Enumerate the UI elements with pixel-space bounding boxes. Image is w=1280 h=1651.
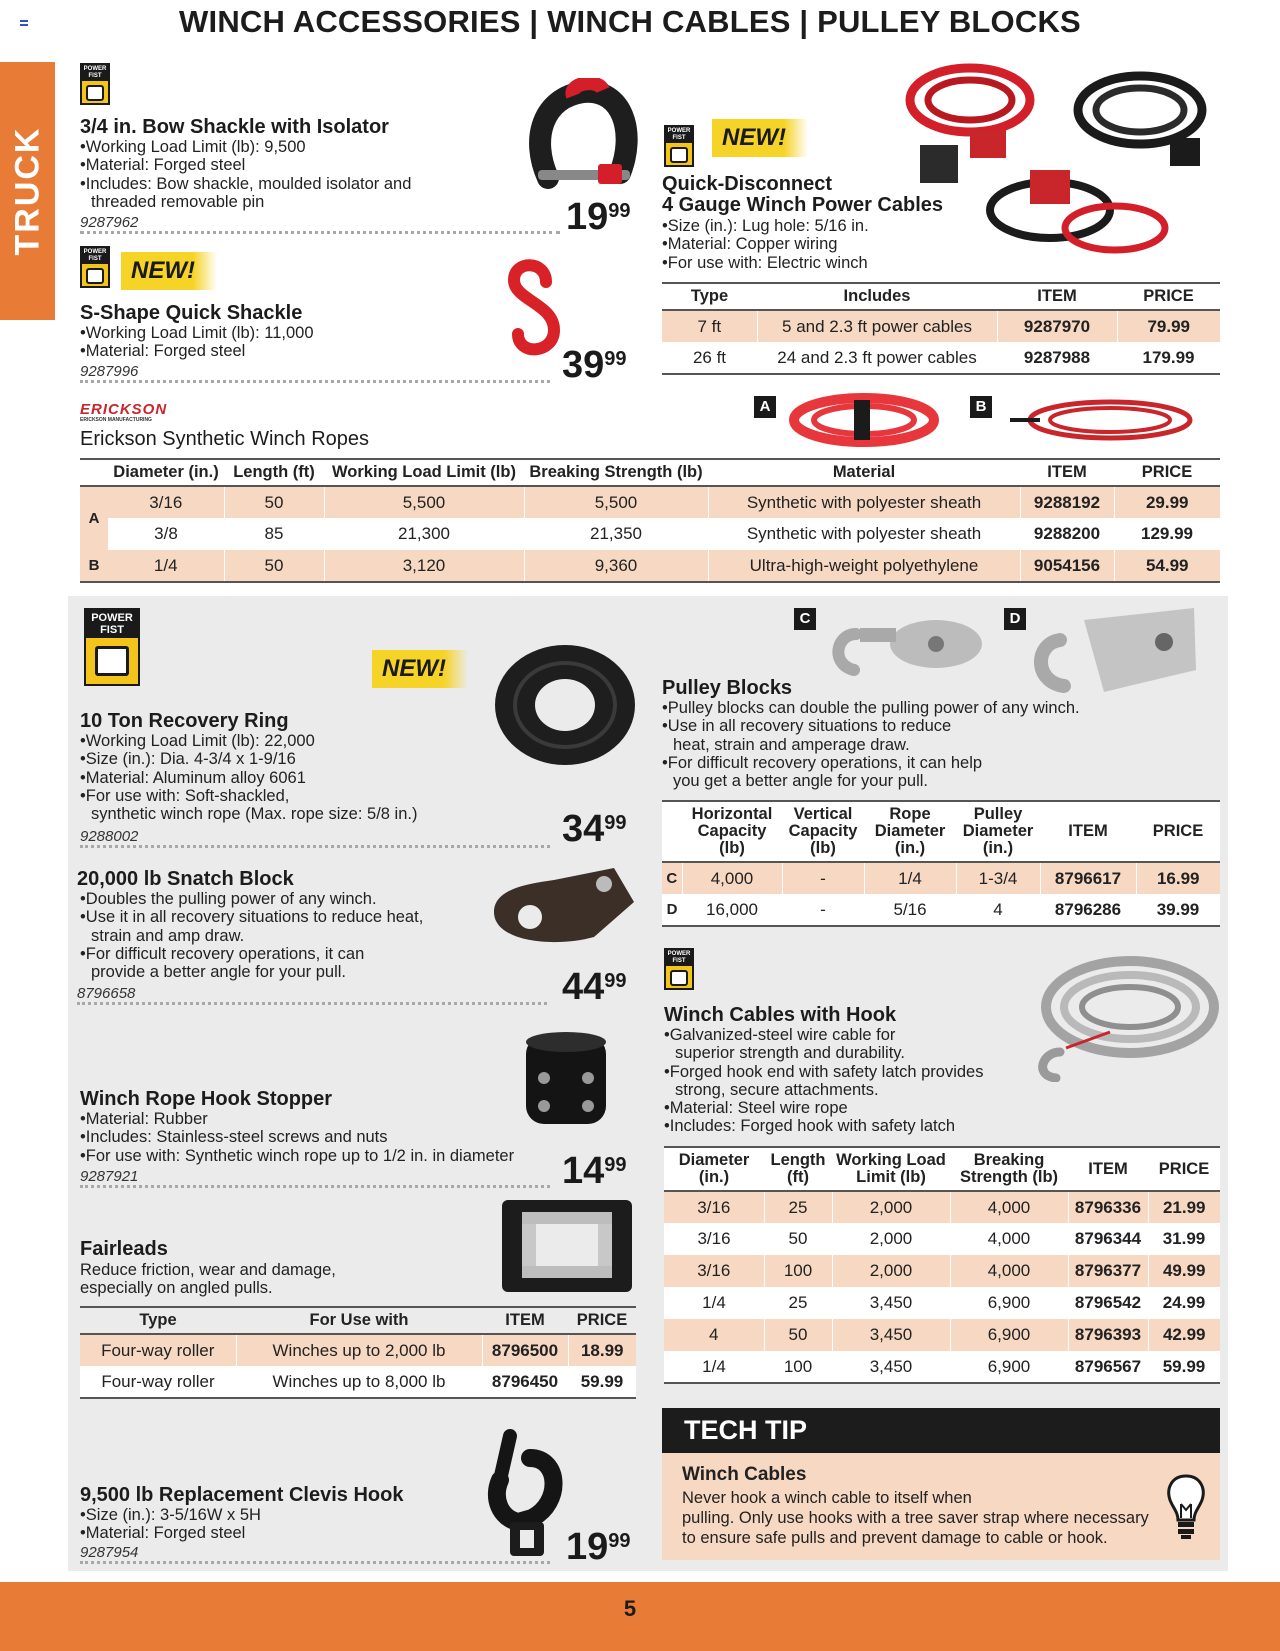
table-row: 1/4 100 3,450 6,900 8796567 59.99: [664, 1351, 1220, 1383]
erickson-logo: ERICKSON ERICKSON MANUFACTURING: [80, 401, 168, 423]
product-features: • Pulley blocks can double the pulling power of any winch. • Use in all recovery situations to reduce heat, strain and amperage draw. • For difficult recovery operations, it can help you get a better angle for your pull.: [662, 699, 1080, 790]
product-title: Pulley Blocks: [662, 677, 793, 699]
fist-icon: [670, 147, 688, 163]
page-title: WINCH ACCESSORIES | WINCH CABLES | PULLEY BLOCKS: [179, 4, 1081, 39]
sku-leader: [77, 985, 547, 1005]
variant-tag-c: C: [794, 608, 816, 630]
product-features: • Size (in.): Lug hole: 5/16 in. • Material: Copper wiring • For use with: Electric winch: [662, 217, 869, 272]
power-fist-logo: POWER FIST: [664, 948, 694, 990]
fairleads-table: Type For Use with ITEM PRICE Four-way roller Winches up to 2,000 lb 8796500 18.99 Four-way roller Winches up to 8,000 lb 8796450 59.99: [80, 1306, 636, 1399]
hook-stopper-image: [522, 1030, 612, 1130]
sku-leader: [80, 214, 560, 234]
table-row: 7 ft 5 and 2.3 ft power cables 9287970 79.99: [662, 310, 1220, 342]
new-badge: NEW!: [372, 650, 468, 688]
pulley-blocks-table: Horizontal Capacity (lb) Vertical Capacity (lb) Rope Diameter (in.) Pulley Diameter (in.) ITEM PRICE C 4,000 - 1/4 1-3/4 8796617 16.99 D 16,000 - 5/16 4 8796286 39.99: [662, 800, 1220, 927]
sku-leader: [80, 1544, 550, 1564]
product-title: 3/4 in. Bow Shackle with Isolator: [80, 116, 389, 138]
fist-icon: [670, 970, 688, 986]
table-row: A 3/16 50 5,500 5,500 Synthetic with polyester sheath 9288192 29.99: [80, 486, 1220, 518]
fist-icon: [95, 646, 129, 676]
s-shackle-image: [504, 252, 564, 362]
lightbulb-icon: [1164, 1472, 1208, 1542]
product-title: Winch Cables with Hook: [664, 1004, 897, 1026]
table-row: 3/16 25 2,000 4,000 8796336 21.99: [664, 1191, 1220, 1223]
sku-number: 9287996: [80, 363, 142, 380]
table-row: Four-way roller Winches up to 8,000 lb 8796450 59.99: [80, 1366, 636, 1398]
sku-leader: [80, 363, 550, 383]
product-description: Reduce friction, wear and damage, especially on angled pulls.: [80, 1261, 336, 1298]
new-badge: NEW!: [121, 252, 217, 290]
bow-shackle-image: [528, 78, 638, 193]
table-row: C 4,000 - 1/4 1-3/4 8796617 16.99: [662, 862, 1220, 894]
pulley-block-c-image: [816, 604, 986, 684]
winch-cable-image: [1020, 952, 1220, 1082]
tech-tip-text: Never hook a winch cable to itself when pulling. Only use hooks with a tree saver strap where necessary to ensure safe pulls and prevent damage to cable or hook.: [682, 1489, 1149, 1547]
product-title: Fairleads: [80, 1238, 168, 1260]
tech-tip-box: [662, 1408, 1220, 1560]
section-tab-label: TRUCK: [8, 126, 46, 256]
power-fist-logo: POWER FIST: [664, 125, 694, 167]
product-title: Erickson Synthetic Winch Ropes: [80, 428, 370, 450]
tech-tip-heading: TECH TIP: [662, 1408, 1220, 1453]
product-features: • Working Load Limit (lb): 22,000 • Size (in.): Dia. 4-3/4 x 1-9/16 • Material: Aluminum alloy 6061 • For use with: Soft-shackled, synthetic winch rope (Max. rope size: 5/8 in.): [80, 732, 417, 823]
price: $19^{99}$: [566, 1526, 631, 1568]
table-row: Four-way roller Winches up to 2,000 lb 8796500 18.99: [80, 1334, 636, 1366]
variant-tag-a: A: [754, 396, 776, 418]
winch-cables-table: Diameter (in.) Length (ft) Working Load Limit (lb) Breaking Strength (lb) ITEM PRICE 3/16 25 2,000 4,000 8796336 21.99 3/16 50 2,000 4,000 8796344 31.99 3/16 100 2,000 4,000 8796377 49.99 1/4 25 3,450 6,900 8796542 24.99 4 50 3,450 6,900 8796393 42.99 1/4 100 3,450 6,900 8796567 59.99: [664, 1146, 1220, 1384]
power-cables-table: Type Includes ITEM PRICE 7 ft 5 and 2.3 ft power cables 9287970 79.99 26 ft 24 and 2.3 ft power cables 9287988 179.99: [662, 282, 1220, 375]
power-cables-image: [900, 50, 1220, 260]
product-features: • Doubles the pulling power of any winch. • Use it in all recovery situations to reduce heat, strain and amp draw. • For difficult recovery operations, it can provide a better angle for your pull.: [80, 890, 423, 981]
price: $39^{99}$: [562, 344, 627, 386]
power-fist-logo: POWER FIST: [80, 246, 110, 288]
variant-tag-b: B: [970, 396, 992, 418]
snatch-block-image: [484, 862, 644, 952]
recovery-ring-image: [490, 640, 640, 770]
table-row: 26 ft 24 and 2.3 ft power cables 9287988 179.99: [662, 342, 1220, 374]
section-tab-truck[interactable]: [0, 62, 55, 320]
table-row: B 1/4 50 3,120 9,360 Ultra-high-weight polyethylene 9054156 54.99: [80, 550, 1220, 582]
sku-number: 9288002: [80, 828, 142, 845]
power-fist-logo: POWER FIST: [84, 608, 140, 686]
product-title: S-Shape Quick Shackle: [80, 302, 303, 324]
product-title: 20,000 lb Snatch Block: [77, 868, 294, 890]
tech-tip-subtitle: Winch Cables: [682, 1464, 807, 1485]
sku-number: 9287954: [80, 1544, 142, 1561]
product-features: • Material: Rubber • Includes: Stainless-steel screws and nuts • For use with: Synthetic winch rope up to 1/2 in. in diameter: [80, 1110, 514, 1165]
winch-ropes-table: Diameter (in.) Length (ft) Working Load Limit (lb) Breaking Strength (lb) Material ITEM PRICE A 3/16 50 5,500 5,500 Synthetic with polyester sheath 9288192 29.99 3/8 85 21,300 21,350 Synthetic with polyester sheath 9288200 129.99 B 1/4 50 3,120 9,360 Ultra-high-weight polyethylene 9054156 54.99: [80, 458, 1220, 583]
price: $34^{99}$: [562, 808, 627, 850]
product-title: 4 Gauge Winch Power Cables: [662, 194, 944, 216]
table-row: 4 50 3,450 6,900 8796393 42.99: [664, 1319, 1220, 1351]
sku-number: 9287962: [80, 214, 142, 231]
fist-icon: [86, 268, 104, 284]
product-title: 10 Ton Recovery Ring: [80, 710, 289, 732]
table-row: 3/16 50 2,000 4,000 8796344 31.99: [664, 1223, 1220, 1255]
price: $14^{99}$: [562, 1150, 627, 1192]
table-row: 3/16 100 2,000 4,000 8796377 49.99: [664, 1255, 1220, 1287]
pulley-block-d-image: [1024, 600, 1204, 700]
product-title: Quick-Disconnect: [662, 173, 833, 195]
power-fist-logo: POWER FIST: [80, 63, 110, 105]
price: $19^{99}$: [566, 196, 631, 238]
sku-leader: [80, 1168, 550, 1188]
sku-number: 8796658: [77, 985, 139, 1002]
new-badge: NEW!: [712, 119, 808, 157]
table-row: 1/4 25 3,450 6,900 8796542 24.99: [664, 1287, 1220, 1319]
fist-icon: [86, 85, 104, 101]
product-features: • Galvanized-steel wire cable for superior strength and durability. • Forged hook end with safety latch provides strong, secure attachments. • Material: Steel wire rope • Includes: Forged hook with safety latch: [664, 1026, 983, 1136]
variant-tag-d: D: [1004, 608, 1026, 630]
page-number: 5: [623, 1596, 637, 1621]
synthetic-rope-a-image: [784, 390, 944, 450]
product-title: Winch Rope Hook Stopper: [80, 1088, 333, 1110]
product-features: • Working Load Limit (lb): 11,000 • Material: Forged steel: [80, 324, 314, 361]
synthetic-rope-b-image: [1000, 390, 1200, 450]
sku-number: 9287921: [80, 1168, 142, 1185]
product-title: 9,500 lb Replacement Clevis Hook: [80, 1484, 404, 1506]
table-row: 3/8 85 21,300 21,350 Synthetic with polyester sheath 9288200 129.99: [154, 524, 1193, 543]
sku-leader: [80, 828, 550, 848]
fairlead-image: [498, 1186, 638, 1296]
product-features: • Working Load Limit (lb): 9,500 • Material: Forged steel • Includes: Bow shackle, moulded isolator and threaded removable pin: [80, 138, 411, 211]
table-row: D 16,000 - 5/16 4 8796286 39.99: [662, 894, 1220, 926]
product-features: • Size (in.): 3-5/16W x 5H • Material: Forged steel: [80, 1506, 261, 1543]
price: $44^{99}$: [562, 966, 627, 1008]
